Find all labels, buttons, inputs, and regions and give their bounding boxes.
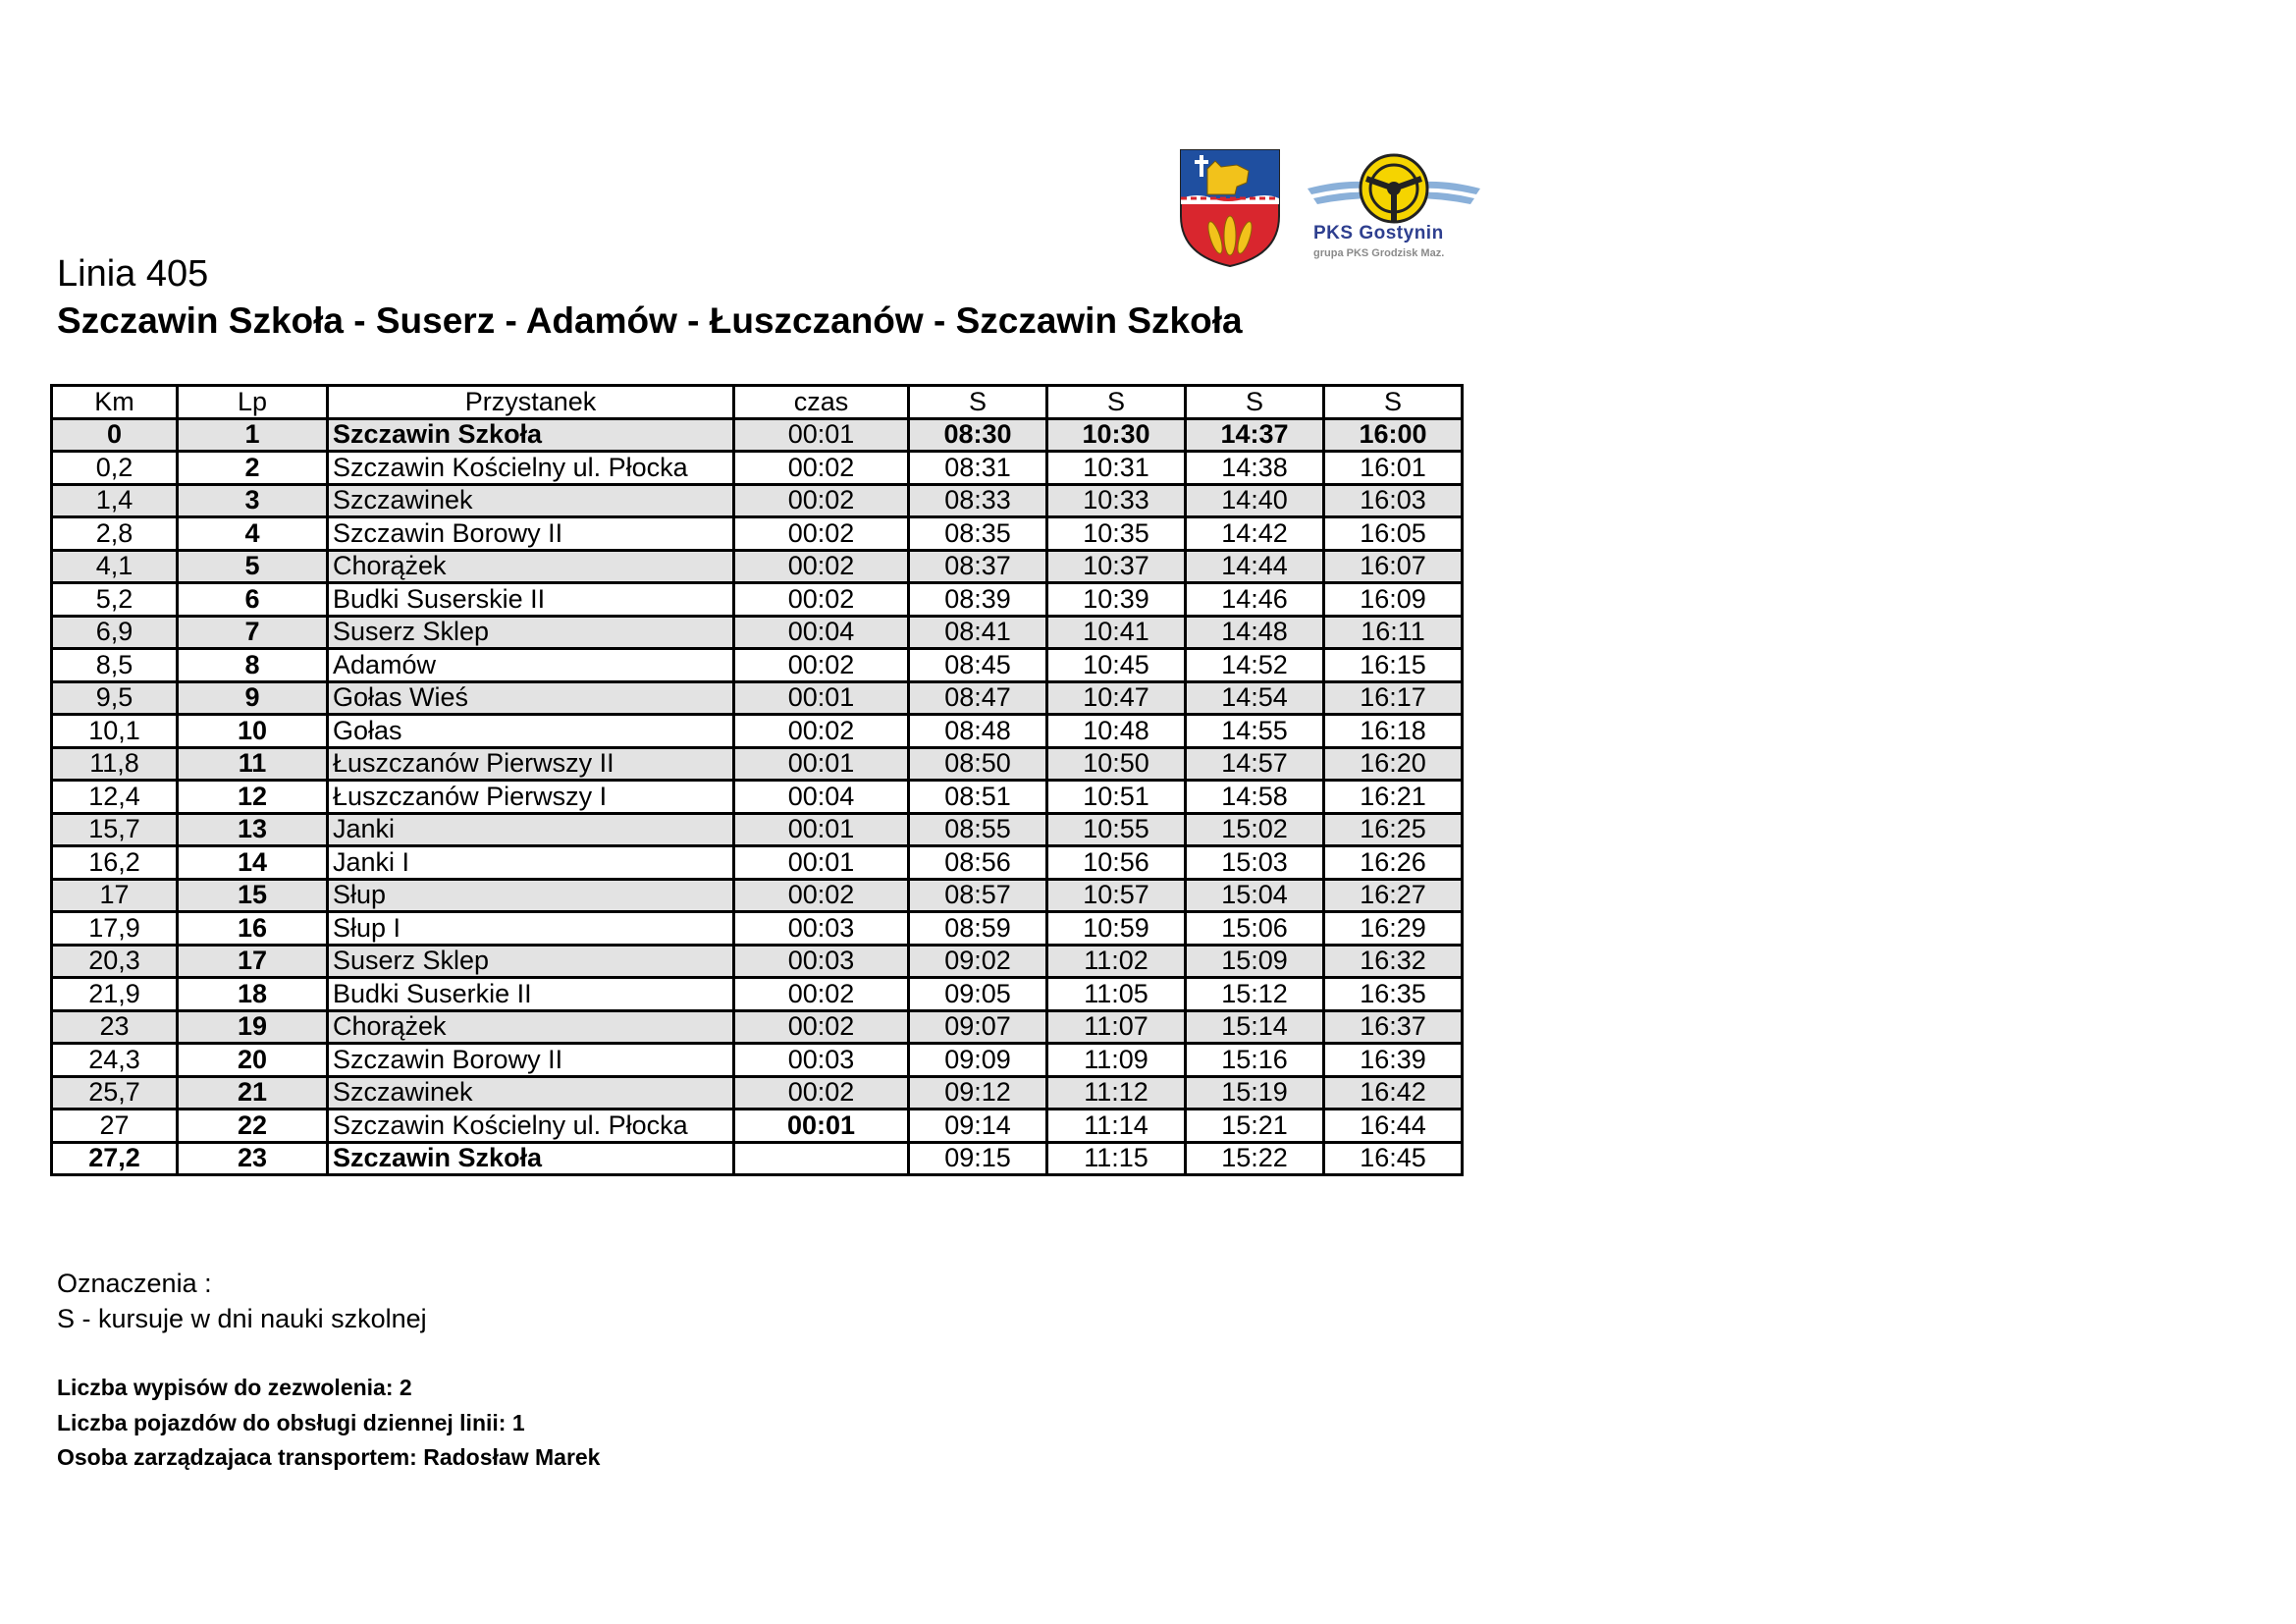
- table-row: [52, 747, 1463, 781]
- cell-stop: Adamów: [328, 649, 734, 682]
- table-row: [52, 452, 1463, 485]
- cell-km: 5,2: [52, 583, 178, 617]
- cell-km: 20,3: [52, 945, 178, 978]
- table-row: [52, 879, 1463, 912]
- cell-lp: 15: [178, 879, 328, 912]
- cell-czas: 00:01: [734, 418, 909, 452]
- cell-course-4: 16:01: [1324, 452, 1463, 485]
- table-row: [52, 681, 1463, 715]
- cell-course-2: 11:02: [1047, 945, 1186, 978]
- cell-stop: Łuszczanów Pierwszy I: [328, 781, 734, 814]
- cell-lp: 2: [178, 452, 328, 485]
- cell-course-1: 09:09: [909, 1044, 1047, 1077]
- cell-lp: 5: [178, 550, 328, 583]
- cell-course-3: 14:55: [1186, 715, 1324, 748]
- table-row: [52, 418, 1463, 452]
- cell-lp: 4: [178, 517, 328, 551]
- legend-s: S - kursuje w dni nauki szkolnej: [57, 1304, 427, 1333]
- cell-km: 27: [52, 1110, 178, 1143]
- cell-course-3: 14:46: [1186, 583, 1324, 617]
- cell-stop: Chorążek: [328, 550, 734, 583]
- cell-course-1: 08:35: [909, 517, 1047, 551]
- cell-km: 10,1: [52, 715, 178, 748]
- cell-lp: 18: [178, 978, 328, 1011]
- table-row: [52, 649, 1463, 682]
- cell-course-3: 15:19: [1186, 1076, 1324, 1110]
- cell-km: 27,2: [52, 1142, 178, 1175]
- cell-course-4: 16:45: [1324, 1142, 1463, 1175]
- cell-lp: 22: [178, 1110, 328, 1143]
- cell-stop: Słup I: [328, 912, 734, 946]
- table-row: [52, 1044, 1463, 1077]
- cell-course-1: 08:55: [909, 813, 1047, 846]
- cell-km: 12,4: [52, 781, 178, 814]
- cell-course-3: 15:03: [1186, 846, 1324, 880]
- cell-stop: Chorążek: [328, 1010, 734, 1044]
- cell-lp: 16: [178, 912, 328, 946]
- cell-km: 8,5: [52, 649, 178, 682]
- table-row: [52, 945, 1463, 978]
- legend-title: Oznaczenia :: [57, 1269, 212, 1298]
- cell-lp: 8: [178, 649, 328, 682]
- cell-stop: Gołas Wieś: [328, 681, 734, 715]
- cell-course-1: 08:45: [909, 649, 1047, 682]
- cell-course-4: 16:27: [1324, 879, 1463, 912]
- cell-km: 17,9: [52, 912, 178, 946]
- cell-course-2: 10:30: [1047, 418, 1186, 452]
- cell-course-2: 10:39: [1047, 583, 1186, 617]
- cell-course-4: 16:21: [1324, 781, 1463, 814]
- table-header-row: [52, 386, 1463, 419]
- cell-course-1: 08:39: [909, 583, 1047, 617]
- cell-czas: 00:02: [734, 484, 909, 517]
- header-course-1: S: [909, 386, 1047, 419]
- cell-stop: Słup: [328, 879, 734, 912]
- cell-stop: Budki Suserskie II: [328, 583, 734, 617]
- cell-course-4: 16:05: [1324, 517, 1463, 551]
- cell-stop: Szczawin Szkoła: [328, 418, 734, 452]
- cell-course-4: 16:00: [1324, 418, 1463, 452]
- cell-course-1: 09:14: [909, 1110, 1047, 1143]
- cell-course-2: 10:50: [1047, 747, 1186, 781]
- cell-course-1: 08:48: [909, 715, 1047, 748]
- cell-course-1: 08:33: [909, 484, 1047, 517]
- vehicles-count: Liczba pojazdów do obsługi dziennej linii: 1: [57, 1410, 525, 1435]
- cell-czas: 00:02: [734, 1076, 909, 1110]
- cell-czas: 00:01: [734, 846, 909, 880]
- cell-course-2: 10:51: [1047, 781, 1186, 814]
- cell-course-3: 14:42: [1186, 517, 1324, 551]
- cell-course-3: 14:54: [1186, 681, 1324, 715]
- table-row: [52, 978, 1463, 1011]
- cell-course-3: 15:22: [1186, 1142, 1324, 1175]
- line-title: Linia 405: [57, 253, 209, 295]
- cell-czas: 00:01: [734, 747, 909, 781]
- cell-course-3: 15:09: [1186, 945, 1324, 978]
- cell-stop: Szczawin Kościelny ul. Płocka: [328, 1110, 734, 1143]
- cell-course-4: 16:37: [1324, 1010, 1463, 1044]
- cell-course-1: 09:15: [909, 1142, 1047, 1175]
- permits-count: Liczba wypisów do zezwolenia: 2: [57, 1375, 412, 1400]
- table-row: [52, 484, 1463, 517]
- table-row: [52, 517, 1463, 551]
- cell-km: 4,1: [52, 550, 178, 583]
- cell-km: 6,9: [52, 616, 178, 649]
- cell-km: 0: [52, 418, 178, 452]
- cell-course-3: 14:57: [1186, 747, 1324, 781]
- cell-czas: 00:03: [734, 1044, 909, 1077]
- cell-lp: 13: [178, 813, 328, 846]
- cell-course-1: 08:47: [909, 681, 1047, 715]
- cell-course-2: 10:59: [1047, 912, 1186, 946]
- cell-course-1: 09:07: [909, 1010, 1047, 1044]
- cell-czas: 00:01: [734, 813, 909, 846]
- cell-stop: Szczawin Borowy II: [328, 1044, 734, 1077]
- cell-stop: Gołas: [328, 715, 734, 748]
- cell-km: 9,5: [52, 681, 178, 715]
- cell-stop: Łuszczanów Pierwszy II: [328, 747, 734, 781]
- cell-course-4: 16:39: [1324, 1044, 1463, 1077]
- table-row: [52, 813, 1463, 846]
- cell-course-4: 16:44: [1324, 1110, 1463, 1143]
- cell-course-2: 10:57: [1047, 879, 1186, 912]
- cell-course-3: 15:04: [1186, 879, 1324, 912]
- cell-course-2: 11:05: [1047, 978, 1186, 1011]
- cell-course-3: 14:40: [1186, 484, 1324, 517]
- table-row: [52, 715, 1463, 748]
- cell-course-3: 14:37: [1186, 418, 1324, 452]
- cell-course-3: 14:52: [1186, 649, 1324, 682]
- cell-lp: 17: [178, 945, 328, 978]
- header-czas: czas: [734, 386, 909, 419]
- cell-course-2: 11:14: [1047, 1110, 1186, 1143]
- cell-czas: 00:02: [734, 517, 909, 551]
- cell-km: 24,3: [52, 1044, 178, 1077]
- cell-stop: Szczawin Szkoła: [328, 1142, 734, 1175]
- cell-stop: Szczawinek: [328, 1076, 734, 1110]
- cell-czas: 00:02: [734, 583, 909, 617]
- cell-lp: 10: [178, 715, 328, 748]
- cell-course-1: 08:41: [909, 616, 1047, 649]
- cell-stop: Suserz Sklep: [328, 945, 734, 978]
- cell-course-3: 14:44: [1186, 550, 1324, 583]
- cell-km: 16,2: [52, 846, 178, 880]
- cell-course-2: 10:35: [1047, 517, 1186, 551]
- cell-course-2: 11:07: [1047, 1010, 1186, 1044]
- cell-km: 17: [52, 879, 178, 912]
- cell-lp: 12: [178, 781, 328, 814]
- cell-km: 25,7: [52, 1076, 178, 1110]
- cell-stop: Budki Suserkie II: [328, 978, 734, 1011]
- cell-course-2: 11:09: [1047, 1044, 1186, 1077]
- cell-lp: 23: [178, 1142, 328, 1175]
- cell-course-3: 15:02: [1186, 813, 1324, 846]
- cell-course-3: 14:38: [1186, 452, 1324, 485]
- cell-lp: 1: [178, 418, 328, 452]
- cell-lp: 21: [178, 1076, 328, 1110]
- cell-course-1: 08:59: [909, 912, 1047, 946]
- cell-czas: 00:04: [734, 616, 909, 649]
- table-row: [52, 781, 1463, 814]
- cell-km: 1,4: [52, 484, 178, 517]
- cell-course-3: 15:21: [1186, 1110, 1324, 1143]
- cell-czas: 00:02: [734, 452, 909, 485]
- cell-course-4: 16:09: [1324, 583, 1463, 617]
- cell-course-1: 08:51: [909, 781, 1047, 814]
- cell-course-2: 10:37: [1047, 550, 1186, 583]
- header-course-2: S: [1047, 386, 1186, 419]
- cell-czas: 00:02: [734, 879, 909, 912]
- cell-km: 21,9: [52, 978, 178, 1011]
- cell-course-4: 16:25: [1324, 813, 1463, 846]
- cell-czas: 00:03: [734, 912, 909, 946]
- table-row: [52, 1076, 1463, 1110]
- cell-czas: 00:01: [734, 681, 909, 715]
- cell-course-2: 10:56: [1047, 846, 1186, 880]
- cell-course-4: 16:26: [1324, 846, 1463, 880]
- cell-czas: 00:03: [734, 945, 909, 978]
- cell-czas: [734, 1142, 909, 1175]
- cell-lp: 19: [178, 1010, 328, 1044]
- cell-lp: 11: [178, 747, 328, 781]
- cell-course-4: 16:32: [1324, 945, 1463, 978]
- cell-czas: 00:02: [734, 715, 909, 748]
- cell-km: 0,2: [52, 452, 178, 485]
- cell-course-3: 14:58: [1186, 781, 1324, 814]
- cell-lp: 3: [178, 484, 328, 517]
- cell-course-1: 08:31: [909, 452, 1047, 485]
- cell-course-4: 16:15: [1324, 649, 1463, 682]
- cell-stop: Szczawin Borowy II: [328, 517, 734, 551]
- cell-km: 23: [52, 1010, 178, 1044]
- cell-course-4: 16:07: [1324, 550, 1463, 583]
- cell-course-2: 10:47: [1047, 681, 1186, 715]
- cell-course-1: 08:56: [909, 846, 1047, 880]
- table-row: [52, 550, 1463, 583]
- cell-stop: Janki I: [328, 846, 734, 880]
- cell-course-4: 16:29: [1324, 912, 1463, 946]
- header-course-4: S: [1324, 386, 1463, 419]
- cell-stop: Suserz Sklep: [328, 616, 734, 649]
- cell-lp: 7: [178, 616, 328, 649]
- cell-course-2: 10:55: [1047, 813, 1186, 846]
- cell-course-2: 11:12: [1047, 1076, 1186, 1110]
- transport-manager: Osoba zarządzajaca transportem: Radosław Marek: [57, 1444, 601, 1470]
- cell-km: 2,8: [52, 517, 178, 551]
- cell-czas: 00:01: [734, 1110, 909, 1143]
- cell-course-3: 14:48: [1186, 616, 1324, 649]
- cell-course-2: 10:31: [1047, 452, 1186, 485]
- cell-stop: Szczawin Kościelny ul. Płocka: [328, 452, 734, 485]
- cell-lp: 6: [178, 583, 328, 617]
- cell-course-1: 09:12: [909, 1076, 1047, 1110]
- table-row: [52, 1142, 1463, 1175]
- table-row: [52, 583, 1463, 617]
- cell-course-2: 10:48: [1047, 715, 1186, 748]
- timetable: [50, 384, 1464, 1176]
- cell-course-4: 16:18: [1324, 715, 1463, 748]
- cell-course-4: 16:35: [1324, 978, 1463, 1011]
- cell-course-3: 15:12: [1186, 978, 1324, 1011]
- cell-course-4: 16:20: [1324, 747, 1463, 781]
- cell-czas: 00:02: [734, 550, 909, 583]
- cell-course-2: 10:45: [1047, 649, 1186, 682]
- cell-course-2: 11:15: [1047, 1142, 1186, 1175]
- cell-course-1: 08:50: [909, 747, 1047, 781]
- table-row: [52, 1010, 1463, 1044]
- cell-course-3: 15:14: [1186, 1010, 1324, 1044]
- cell-czas: 00:04: [734, 781, 909, 814]
- cell-lp: 9: [178, 681, 328, 715]
- cell-czas: 00:02: [734, 649, 909, 682]
- cell-course-3: 15:06: [1186, 912, 1324, 946]
- cell-course-4: 16:11: [1324, 616, 1463, 649]
- coat-of-arms-icon: [1178, 147, 1282, 269]
- cell-stop: Szczawinek: [328, 484, 734, 517]
- cell-stop: Janki: [328, 813, 734, 846]
- cell-course-3: 15:16: [1186, 1044, 1324, 1077]
- cell-lp: 20: [178, 1044, 328, 1077]
- header-lp: Lp: [178, 386, 328, 419]
- cell-course-1: 09:05: [909, 978, 1047, 1011]
- cell-course-4: 16:03: [1324, 484, 1463, 517]
- cell-czas: 00:02: [734, 978, 909, 1011]
- cell-lp: 14: [178, 846, 328, 880]
- operator-name: PKS Gostynin: [1313, 223, 1444, 244]
- header-course-3: S: [1186, 386, 1324, 419]
- cell-course-2: 10:33: [1047, 484, 1186, 517]
- cell-km: 11,8: [52, 747, 178, 781]
- table-row: [52, 616, 1463, 649]
- cell-course-2: 10:41: [1047, 616, 1186, 649]
- cell-course-4: 16:17: [1324, 681, 1463, 715]
- table-row: [52, 912, 1463, 946]
- table-row: [52, 1110, 1463, 1143]
- cell-course-1: 08:37: [909, 550, 1047, 583]
- cell-course-1: 08:30: [909, 418, 1047, 452]
- header-stop: Przystanek: [328, 386, 734, 419]
- cell-course-1: 08:57: [909, 879, 1047, 912]
- cell-km: 15,7: [52, 813, 178, 846]
- cell-course-4: 16:42: [1324, 1076, 1463, 1110]
- table-row: [52, 846, 1463, 880]
- route-title: Szczawin Szkoła - Suserz - Adamów - Łuszczanów - Szczawin Szkoła: [57, 300, 1243, 341]
- header-km: Km: [52, 386, 178, 419]
- cell-course-1: 09:02: [909, 945, 1047, 978]
- operator-group: grupa PKS Grodzisk Maz.: [1313, 247, 1445, 259]
- cell-czas: 00:02: [734, 1010, 909, 1044]
